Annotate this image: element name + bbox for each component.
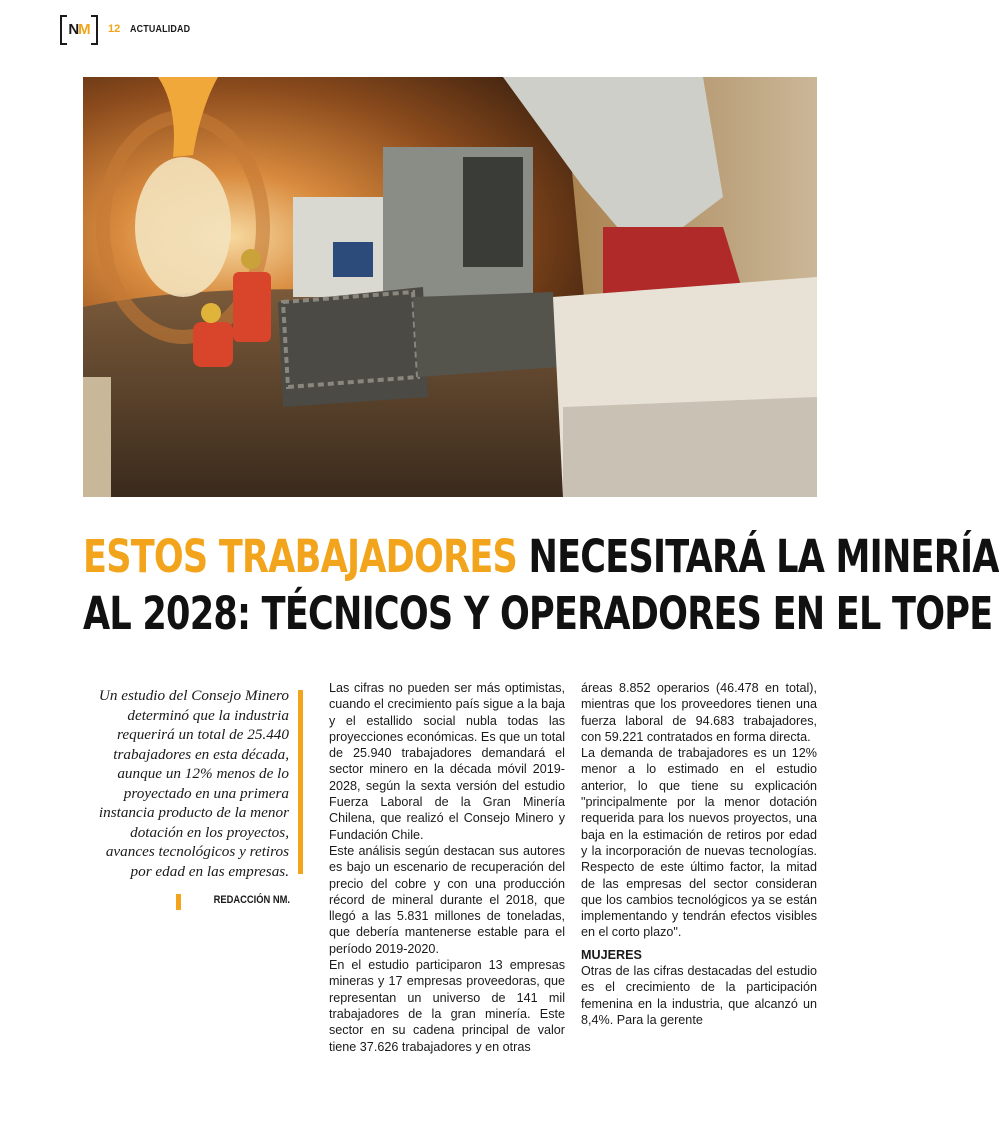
subheading-mujeres: MUJERES [581, 947, 642, 962]
headline-line-1-rest: NECESITARÁ LA MINERÍA [528, 530, 999, 583]
headline-highlight: ESTOS TRABAJADORES [83, 530, 518, 583]
body-paragraph: áreas 8.852 operarios (46.478 en total), mientras que los proveedores tienen una fuerza laboral de 94.683 trabajadores, con 59.221 contratados en forma directa. [581, 681, 817, 744]
body-paragraph: Otras de las cifras destacadas del estudio es el crecimiento de la participación femenina en la industria, que alcanzó un 8,4%. Para la gerente [581, 964, 817, 1027]
byline: REDACCIÓN NM. [213, 894, 290, 906]
page-number: 12 [108, 23, 121, 35]
headline-line-1 [83, 528, 999, 585]
logo-bracket-right [91, 15, 98, 45]
body-column-2 [581, 680, 817, 1028]
mining-tunnel-photo [83, 77, 817, 497]
body-paragraph: La demanda de trabajadores es un 12% menor a lo estimado en el estudio anterior, lo que tiene su explicación "principalmente por la menor dotación requerida para los nuevos proyectos, una baja en la estimación de retiros por edad y la incorporación de nuevas tecnologías. Respecto de este último factor, la mitad de las empresas del sector consideran que los cambios tecnológicos ya se están implementando y tendrán efectos visibles en el corto plazo". [581, 746, 817, 940]
logo-letter-n: N [68, 20, 79, 38]
logo-letter-m: M [78, 20, 90, 38]
lead-paragraph: Un estudio del Consejo Minero determinó que la industria requerirá un total de 25.440 trabajadores en esta década, aunque un 12% menos de lo proyectado en una primera instancia producto de la menor dotación en los proyectos, avances tecnológicos y retiros por edad en las empresas. [98, 687, 289, 880]
headline-line-2: AL 2028: TÉCNICOS Y OPERADORES EN EL TOPE [83, 587, 993, 640]
section-label: ACTUALIDAD [130, 23, 191, 35]
nm-logo [60, 15, 98, 43]
byline-accent-bar [176, 894, 181, 910]
body-paragraph: Este análisis según destacan sus autores es bajo un escenario de recuperación del precio del cobre y con una producción récord de mineral durante el 2018, que llegó a las 5.831 millones de toneladas, que debería mantenerse estable para el período 2019-2020. [329, 843, 565, 956]
page-header [60, 14, 201, 44]
lead-accent-bar [298, 690, 303, 874]
body-paragraph: En el estudio participaron 13 empresas mineras y 17 empresas proveedoras, que representan un universo de 141 mil trabajadores de la gran minería. Este sector en su cadena principal de valor tiene 37.626 trabajadores y en otras [329, 958, 565, 1054]
article-headline [83, 528, 999, 642]
body-paragraph: Las cifras no pueden ser más optimistas, cuando el crecimiento país sigue a la baja y el estallido social nubla todas las proyecciones económicas. Es que un total de 25.940 trabajadores demandará el sector minero en la década móvil 2019-2028, según la sexta versión del estudio Fuerza Laboral de la Gran Minería Chilena, que realizó el Consejo Minero y Fundación Chile. [329, 681, 565, 842]
logo-bracket-left [60, 15, 67, 45]
body-column-1 [329, 680, 565, 1055]
